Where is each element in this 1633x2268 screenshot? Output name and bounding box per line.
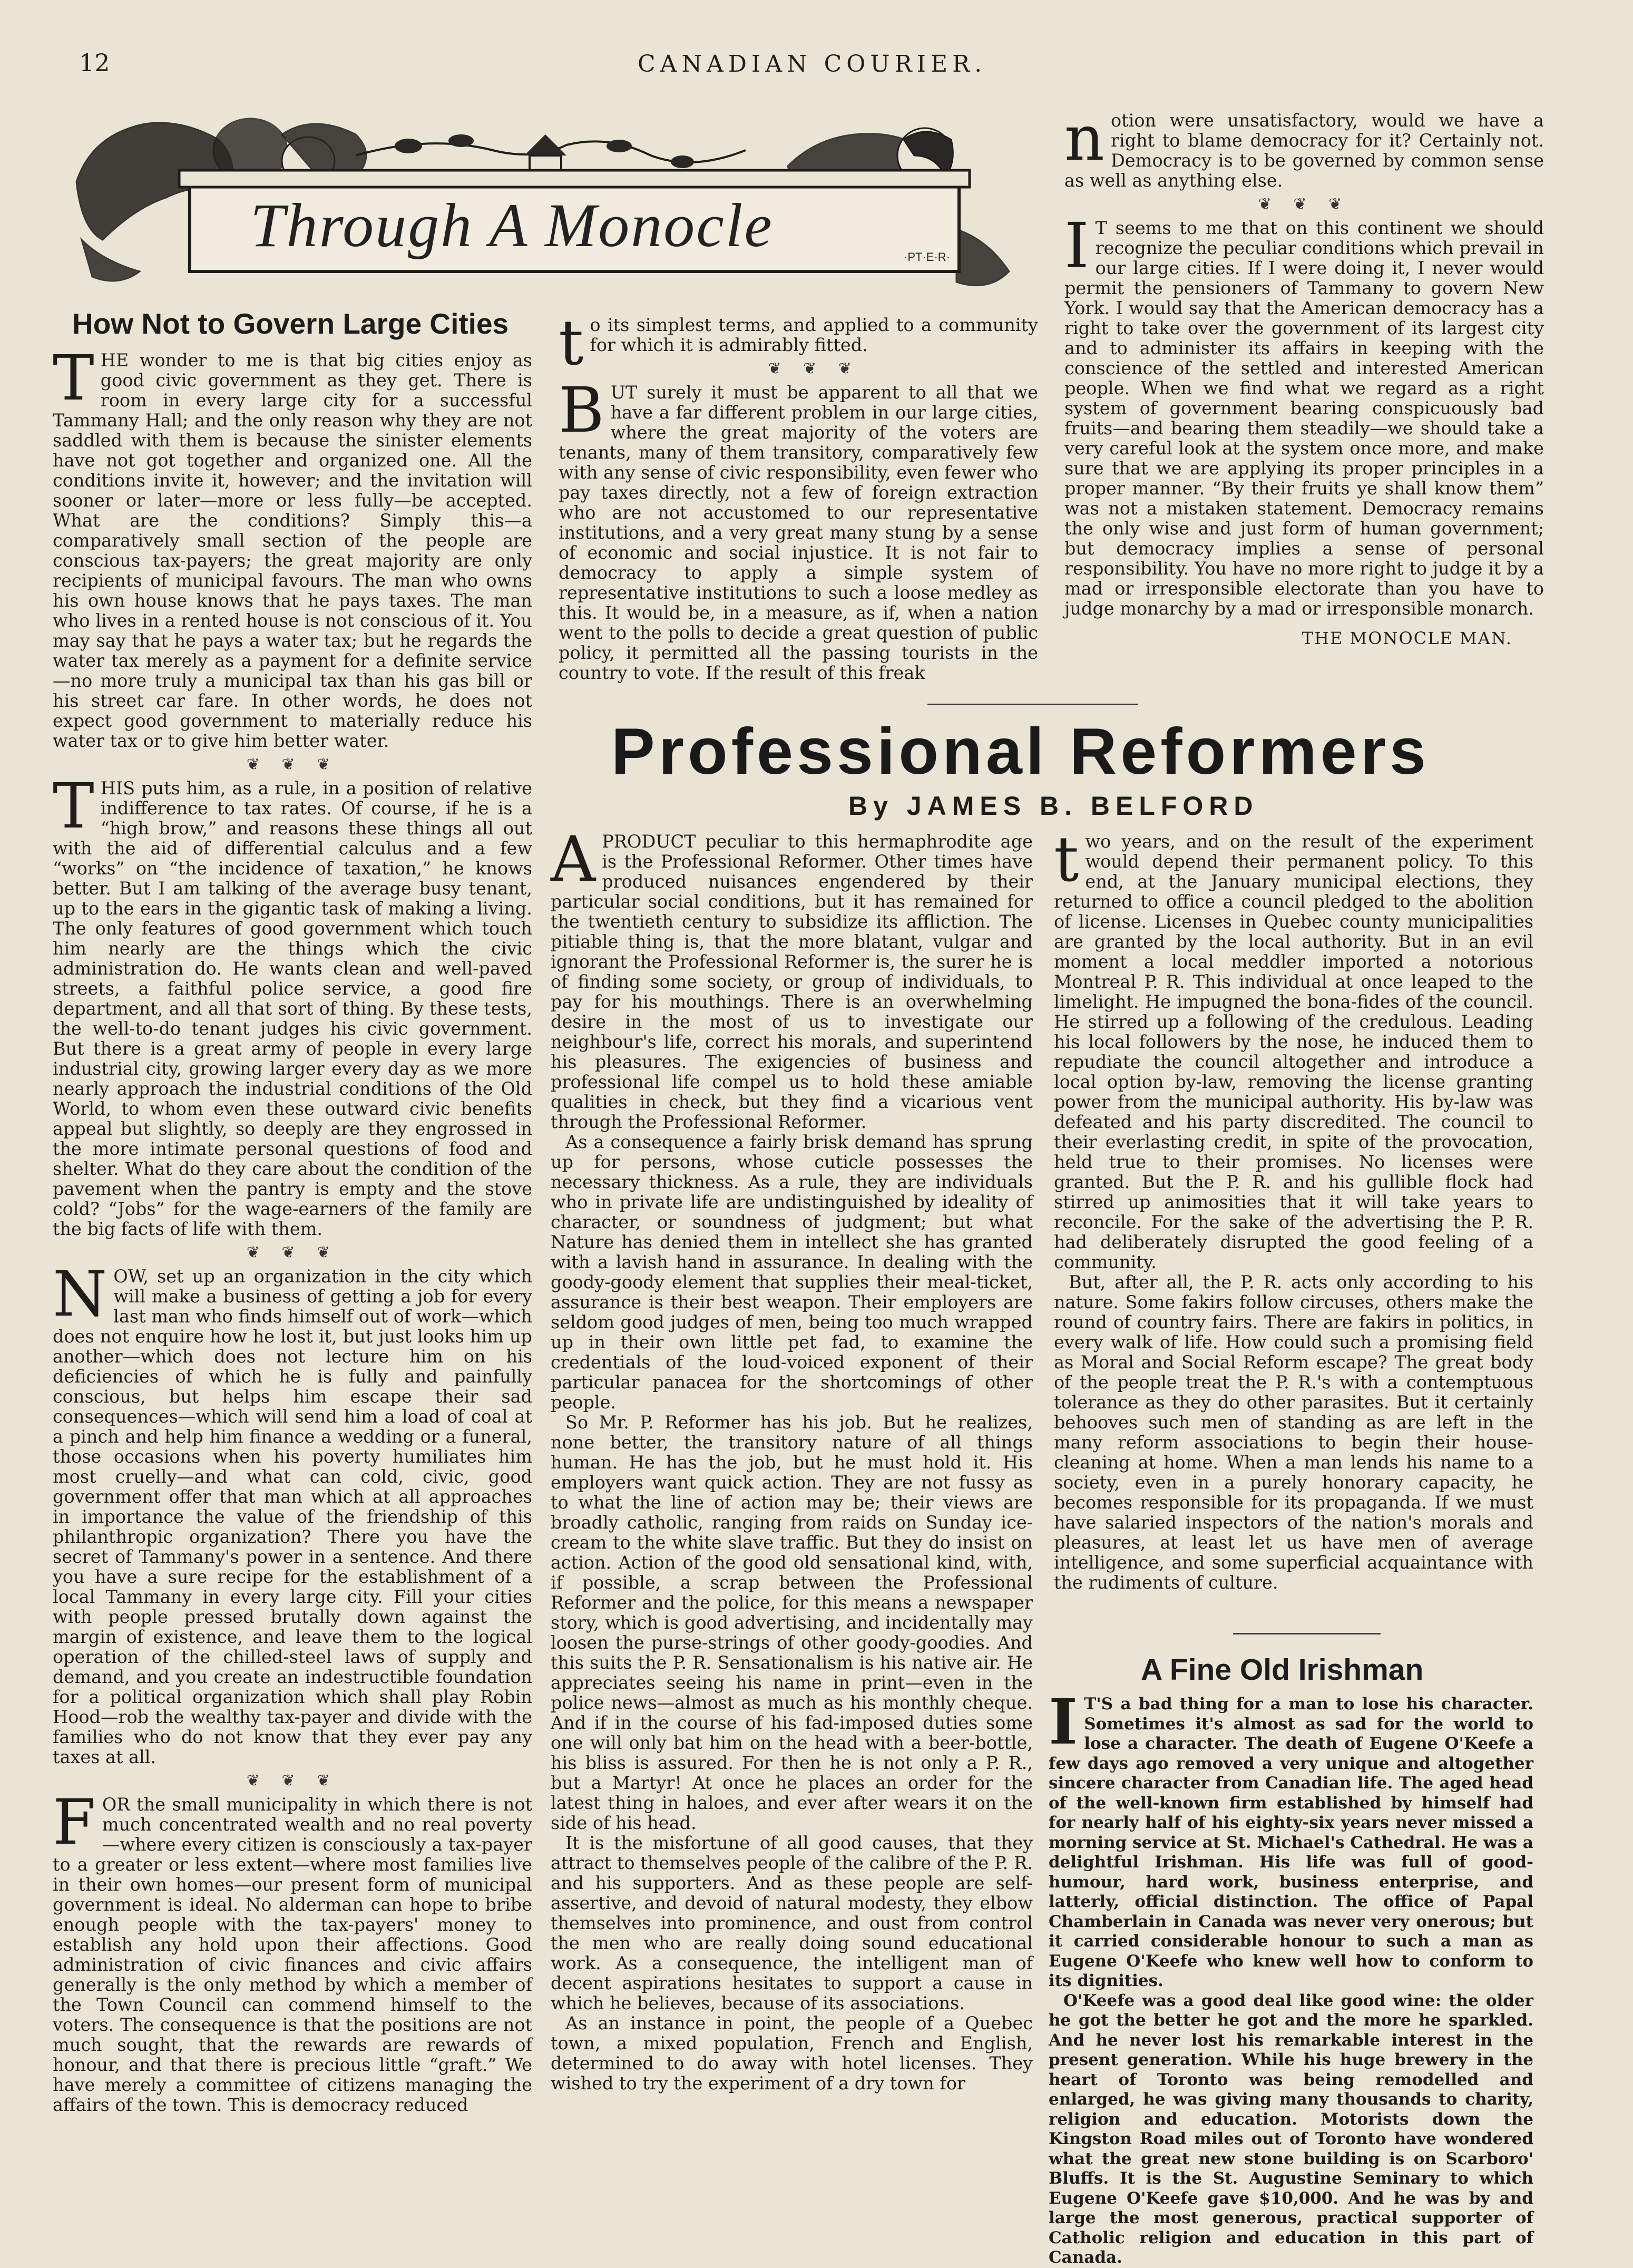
ornament-divider: ❦ ❦ ❦ bbox=[246, 755, 339, 774]
paragraph: It is the misfortune of all good causes, that they attract to themselves people of the calibre of the P. R. and his supporters. And as these people are self-assertive, and devoid of natural modesty, they elbow themselves into prominence, and oust from control the men who are really doing sound educational work. As a consequence, the intelligent man of decent aspirations hesitates to support a cause in which he believes, because of its associations. bbox=[551, 1833, 1033, 2013]
paragraph: THIS puts him, as a rule, in a position of relative indifference to tax rates. Of course, if he is a “high brow,” and reasons these things all out with the aid of differential calculus and a few “works” on “the incidence of taxation,” he knows better. But I am talking of the average busy tenant, up to the ears in the gigantic task of making a living. The only features of good government which touch him nearly are the things which the civic administration do. He wants clean and well-paved streets, a faithful police service, a good fire department, and all that sort of thing. By these tests, the well-to-do tenant judges his civic government. But there is a great army of people in every large industrial city, growing larger every day as we more nearly approach the industrial conditions of the Old World, to whom even these outward civic benefits appeal but slightly, so deeply are they engrossed in the more intimate personal questions of food and shelter. What do they care about the condition of the pavement when the pantry is empty and the stove cold? “Jobs” for the wage-earners of the family are the big facts of life with them. bbox=[53, 770, 532, 1239]
paragraph: to its simplest terms, and applied to a community for which it is admirably fitted. bbox=[559, 306, 1038, 379]
author-signature: THE MONOCLE MAN. bbox=[1302, 628, 1512, 648]
ornament-divider: ❦ ❦ ❦ bbox=[246, 1243, 339, 1262]
masthead-banner bbox=[61, 103, 1035, 314]
paragraph: NOW, set up an organization in the city which will make a business of getting a job for every last man who finds himself out of work—which does not enquire how he lost it, but just looks him up another—which does not lecture him on his deficiencies of which he is fully and painfully conscious, but helps him escape their sad consequences—which will send him a load of coal at a pinch and help him finance a wedding or a funeral, those occasions when his poverty humiliates him most cruelly—and what can cold, civic, good government offer that man which at all approaches in importance the value of the friendship of this philanthropic organization? There you have the secret of Tammany's power in a sentence. And there you have a sure recipe for the establishment of a local Tammany in every large city. Fill your cities with people pressed brutally down against the margin of existence, and leave them to the logical operation of the chilled-steel laws of supply and demand, and you create an indestructible foundation for a political organization which shall play Robin Hood—rob the wealthy tax-payer and divide with the families who do not know that they ever pay any taxes at all. bbox=[53, 1258, 532, 1767]
paragraph: As an instance in point, the people of a Quebec town, a mixed population, French and English, determined to do away with hotel licenses. They wished to try the experiment of a dry town for bbox=[551, 2013, 1033, 2094]
paragraph: BUT surely it must be apparent to all that we have a far different problem in our large cities, where the great majority of the voters are tenants, many of them transitory, comparatively few with any sense of civic responsibility, even fewer who pay taxes directly, not a few of foreign extraction who are not accustomed to our representative institutions, and a very great many stung by a sense of economic and social injustice. It is not fair to democracy to apply a simple system of representative institutions to such a loose medley as this. It would be, in a measure, as if, when a nation went to the polls to decide a great question of public policy, it permitted all the passing tourists in the country to vote. If the result of this freak bbox=[559, 374, 1038, 683]
paragraph: notion were unsatisfactory, would we have a right to blame democracy for it? Certainly not. Democracy is to be governed by common sense as well as anything else. bbox=[1064, 102, 1544, 191]
paragraph: So Mr. P. Reformer has his job. But he realizes, none better, the transitory nature of all things human. He has the job, but he must hold it. His employers want quick action. They are not fussy as to what the line of action may be; their views are broadly catholic, ranging from raids on Sunday ice-cream to the white slave traffic. But they do insist on action. Action of the good old sensational kind, with, if possible, a scrap between the Professional Reformer and the police, for this means a newspaper story, which is good advertising, and incidentally may loosen the purse-strings of other goody-goodies. And this suits the P. R. Sensationalism is his native air. He appreciates seeing his name in print—even in the police news—almost as much as his monthly cheque. And if in the course of his fad-imposed duties some one will only bat him on the head with a beer-bottle, his bliss is assured. For then he is not only a P. R., but a Martyr! At once he places an order for the latest thing in haloes, and ever after wears it on the side of his head. bbox=[551, 1412, 1033, 1833]
paragraph: two years, and on the result of the experiment would depend their permanent policy. To this end, at the January municipal elections, they returned to office a council pledged to the abolition of license. Licenses in Quebec county municipalities are granted by the local authority. But in an evil moment a local meddler imported a notorious Montreal P. R. This individual at once leaped to the limelight. He impugned the bona-fides of the council. He stirred up a following of the credulous. Leading his local followers by the nose, he induced them to repudiate the council altogether and introduce a local option by-law, removing the license granting power from the municipal authority. His by-law was defeated and his party discredited. The council to their everlasting credit, in spite of the provocation, held true to their promises. No licenses were granted. But the P. R. and his gullible flock had stirred up animosities that it will take years to reconcile. For the sake of the advertising the P. R. had deliberately disrupted the good feeling of a community. bbox=[1054, 823, 1533, 1272]
column-2-article bbox=[551, 823, 1033, 2094]
article-byline: By JAMES B. BELFORD bbox=[848, 791, 1259, 821]
ornament-divider: ❦ ❦ ❦ bbox=[768, 359, 860, 378]
paragraph: FOR the small municipality in which there is not much concentrated wealth and no real poverty—where every citizen is consciously a tax-payer to a greater or less extent—where most families live in their own homes—our present form of municipal government is ideal. No alderman can hope to bribe enough people with the tax-payers' money to establish any hold upon their affections. Good administration of civic finances and civic affairs generally is the only method by which a member of the Town Council can commend himself to the voters. The consequence is that the positions are not much sought, that the rewards are rewards of honour, and that there is precious little “graft.” We have merely a committee of citizens managing the affairs of the town. This is democracy reduced bbox=[53, 1786, 532, 2115]
masthead-title: Through A Monocle bbox=[250, 191, 774, 260]
article-title: Professional Reformers bbox=[611, 715, 1430, 788]
paragraph: But, after all, the P. R. acts only according to his nature. Some fakirs follow circuses, others make the round of country fairs. There are fakirs in politics, in every walk of life. How could such a promising field as Moral and Social Reform escape? The great body of the people treat the P. R.'s with a contemptuous tolerance as they do other parasites. But it certainly behooves such men of standing as are left in the many reform associations to begin their house-cleaning at home. When a man lends his name to a society, even in a purely honorary capacity, he becomes responsible for its propaganda. If we must have salaried inspectors of the nation's morals and pleasures, at least let us have men of average intelligence, and some superficial acquaintance with the rudiments of culture. bbox=[1054, 1272, 1533, 1593]
paragraph: IT'S a bad thing for a man to lose his character. Sometimes it's almost as sad for the world to lose a character. The death of Eugene O'Keefe a few days ago removed a very unique and altogether sincere character from Canadian life. The aged head of the well-known firm established by himself had for nearly half of his eighty-six years never missed a morning service at St. Michael's Cathedral. He was a delightful Irishman. His life was full of good-humour, hard work, business enterprise, and latterly, official distinction. The office of Papal Chamberlain in Canada was never very onerous; but it carried considerable honour to such a man as Eugene O'Keefe who knew well how to conform to its dignities. bbox=[1049, 1685, 1533, 1990]
divider-rule bbox=[927, 704, 1138, 705]
paragraph: THE wonder to me is that big cities enjoy as good civic government as they get. There is room in every large city for a successful Tammany Hall; and the only reason why they are not saddled with them is because the sinister elements have not got together and organized one. All the conditions invite it, however; and the invitation will sooner or later—more or less fully—be accepted. What are the conditions? Simply this—a comparatively small section of the people are conscious tax-payers; the great majority are only recipients of municipal favours. The man who owns his own house knows that he pays taxes. The man who lives in a rented house is not conscious of it. You may say that he pays a water tax; but he regards the water tax merely as a payment for a definite service—no more truly a municipal tax than his gas bill or his street car fare. In other words, he does not expect good government to materially reduce his water tax or to give him better water. bbox=[53, 342, 532, 751]
paragraph: IT seems to me that on this continent we should recognize the peculiar conditions which prevail in our large cities. If I were doing it, I never would permit the pensioners of Tammany to govern New York. I would say that the American democracy has a right to take over the government of its largest city and to administer its affairs in keeping with the conscience of the settled and interested American people. When we find what we regard as a right system of government bearing conspicuously bad fruits—and bearing them steadily—we should take a very careful look at the system once more, and make sure that we are applying its proper principles in a proper manner. “By their fruits ye shall know them” was not a mistaken statement. Democracy remains the only wise and just form of human government; but democracy implies a sense of personal responsibility. You have no more right to judge it by a mad or irresponsible electorate than you have to judge monarchy by a mad or irresponsible monarch. bbox=[1064, 209, 1544, 619]
ornament-divider: ❦ ❦ ❦ bbox=[246, 1771, 339, 1790]
running-head: CANADIAN COURIER. bbox=[638, 51, 987, 77]
ornament-divider: ❦ ❦ ❦ bbox=[1258, 195, 1351, 213]
paragraph: As a consequence a fairly brisk demand has sprung up for persons, whose cuticle possesses the necessary thickness. As a rule, they are individuals who in private life are undistinguished by ideality of character, or soundness of judgment; but what Nature has denied them in intellect she has granted with a lavish hand in assurance. In dealing with the goody-goody element that supplies their meal-ticket, assurance is their best weapon. Their employers are seldom good judges of men, being too much wrapped up in their own little pet fad, to examine the credentials of the loud-voiced exponent of their particular panacea for the shortcomings of other people. bbox=[551, 1132, 1033, 1413]
paragraph: O'Keefe was a good deal like good wine: the older he got the better he got and the more he sparkled. And he never lost his remarkable interest in the present generation. While his huge brewery in the heart of Toronto was being remodelled and enlarged, he was giving many thousands to charity, religion and education. Motorists down the Kingston Road miles out of Toronto have wondered what the great new stone building is on Scarboro' Bluffs. It is the St. Augustine Seminary to which Eugene O'Keefe gave $10,000. And he was by and large the most generous, practical supporter of Catholic religion and education in this part of Canada. bbox=[1049, 1991, 1533, 2267]
section-heading-large-cities: How Not to Govern Large Cities bbox=[72, 307, 509, 340]
column-3-article bbox=[1054, 823, 1533, 1593]
page-number: 12 bbox=[79, 48, 110, 77]
svg-text:·PT·E·R·: ·PT·E·R· bbox=[904, 250, 950, 264]
divider-rule bbox=[1233, 1633, 1381, 1634]
section-heading-irishman: A Fine Old Irishman bbox=[1141, 1653, 1424, 1687]
column-3-top bbox=[1064, 102, 1544, 648]
column-2-top bbox=[559, 306, 1038, 683]
paragraph: APRODUCT peculiar to this hermaphrodite age is the Professional Reformer. Other times have produced nuisances engendered by their particular social conditions, but it has remained for the twentieth century to subsidize its affliction. The pitiable thing is, that the more blatant, vulgar and ignorant the Professional Reformer is, the surer he is of finding some society, or group of individuals, to pay for his mouthings. There is an overwhelming desire in the most of us to investigate our neighbour's life, correct his morals, and superintend his pleasures. The exigencies of business and professional life compel us to hold these amiable qualities in check, but they find a vicarious vent through the Professional Reformer. bbox=[551, 823, 1033, 1132]
column-3-irishman bbox=[1049, 1685, 1533, 2268]
column-1 bbox=[53, 342, 532, 2115]
